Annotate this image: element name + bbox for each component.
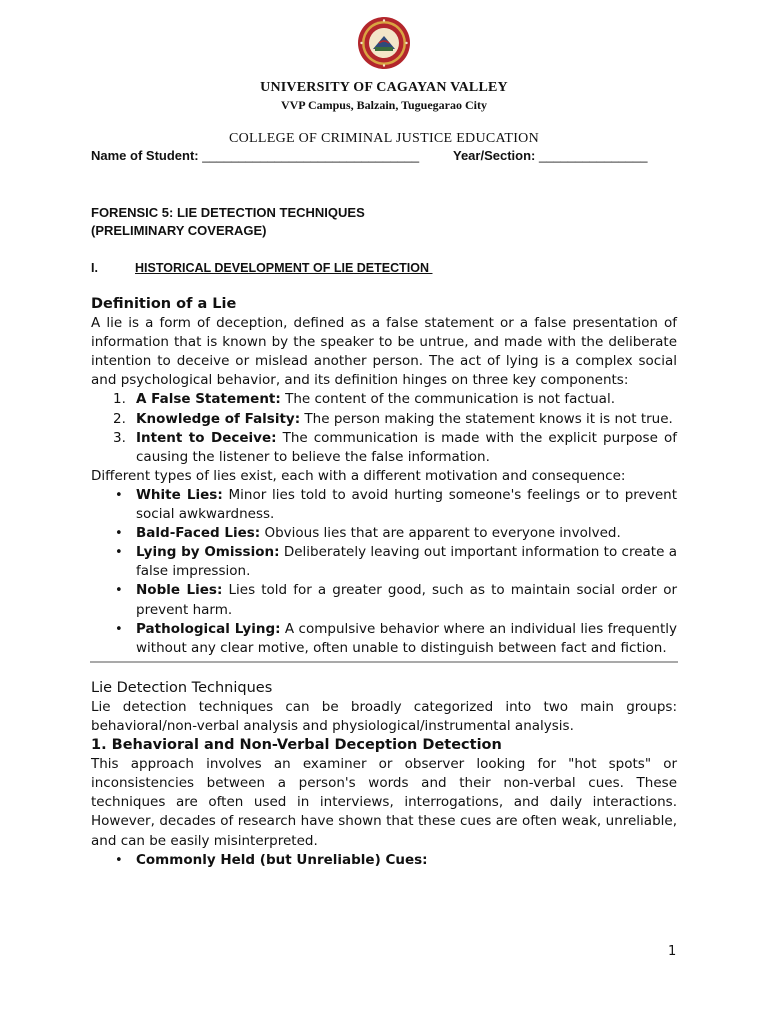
campus-address: VVP Campus, Balzain, Tuguegarao City <box>280 98 488 112</box>
section-title: HISTORICAL DEVELOPMENT OF LIE DETECTION <box>135 261 433 275</box>
techniques-heading: Lie Detection Techniques <box>91 679 273 696</box>
student-name-field[interactable]: ______________________________ <box>202 148 420 163</box>
behavioral-heading: 1. Behavioral and Non-Verbal Deception Detection <box>91 737 502 754</box>
techniques-paragraph: Lie detection techniques can be broadly categorized into two main groups: behavioral/non-verbal analysis and physiological/instrumental analysis. <box>91 698 677 734</box>
year-section-field[interactable]: _______________ <box>539 148 648 163</box>
student-name-label: Name of Student: <box>91 148 199 163</box>
list-item: • Bald-Faced Lies: Obvious lies that are apparent to everyone involved. <box>136 524 677 543</box>
lie-types-list <box>91 486 677 658</box>
list-item: • Lying by Omission: Deliberately leaving out important information to create a false impression. <box>136 543 677 581</box>
definition-heading: Definition of a Lie <box>91 296 237 312</box>
university-seal-icon <box>357 16 411 70</box>
list-item: 3. Intent to Deceive: The communication is made with the explicit purpose of causing the listener to believe the false information. <box>113 429 677 465</box>
definition-paragraph: A lie is a form of deception, defined as a false statement or a false presentation of information that is known by the speaker to be untrue, and made with the deliberate intention to deceive or mislead another person. The act of lying is a complex social and psychological behavior, and its definition hinges on three key components: <box>91 315 677 389</box>
lie-types-intro: Different types of lies exist, each with a different motivation and consequence: <box>91 467 626 484</box>
year-section-label: Year/Section: <box>453 148 536 163</box>
course-title-line-2: (PRELIMINARY COVERAGE) <box>91 223 267 238</box>
main-content <box>91 295 677 870</box>
list-item: • White Lies: Minor lies told to avoid hurting someone's feelings or to prevent social awkwardness. <box>136 486 677 524</box>
university-name: UNIVERSITY OF CAGAYAN VALLEY <box>260 80 508 95</box>
list-item: • Pathological Lying: A compulsive behavior where an individual lies frequently without any clear motive, often unable to distinguish between fact and fiction. <box>136 620 677 658</box>
list-item: 1. A False Statement: The content of the communication is not factual. <box>113 391 615 408</box>
list-item: • Commonly Held (but Unreliable) Cues: <box>136 851 677 870</box>
page-number: 1 <box>668 944 677 959</box>
college-name: COLLEGE OF CRIMINAL JUSTICE EDUCATION <box>228 131 539 146</box>
list-item: 2. Knowledge of Falsity: The person making the statement knows it is not true. <box>113 410 673 427</box>
year-section-group <box>453 148 647 163</box>
student-info-row <box>91 148 691 163</box>
cues-list <box>91 851 677 870</box>
lie-components-list <box>91 390 677 466</box>
section-number: I. <box>91 261 98 275</box>
course-title <box>91 204 365 240</box>
behavioral-paragraph: This approach involves an examiner or observer looking for "hot spots" or inconsistencies between a person's words and their non-verbal cues. These techniques are often used in interviews, interrogations, and daily interactions. However, decades of research have shown that these cues are often weak, unreliable, and can be easily misinterpreted. <box>91 756 677 849</box>
list-item: • Noble Lies: Lies told for a greater good, such as to maintain social order or prevent harm. <box>136 581 677 619</box>
course-title-line-1: FORENSIC 5: LIE DETECTION TECHNIQUES <box>91 205 365 220</box>
